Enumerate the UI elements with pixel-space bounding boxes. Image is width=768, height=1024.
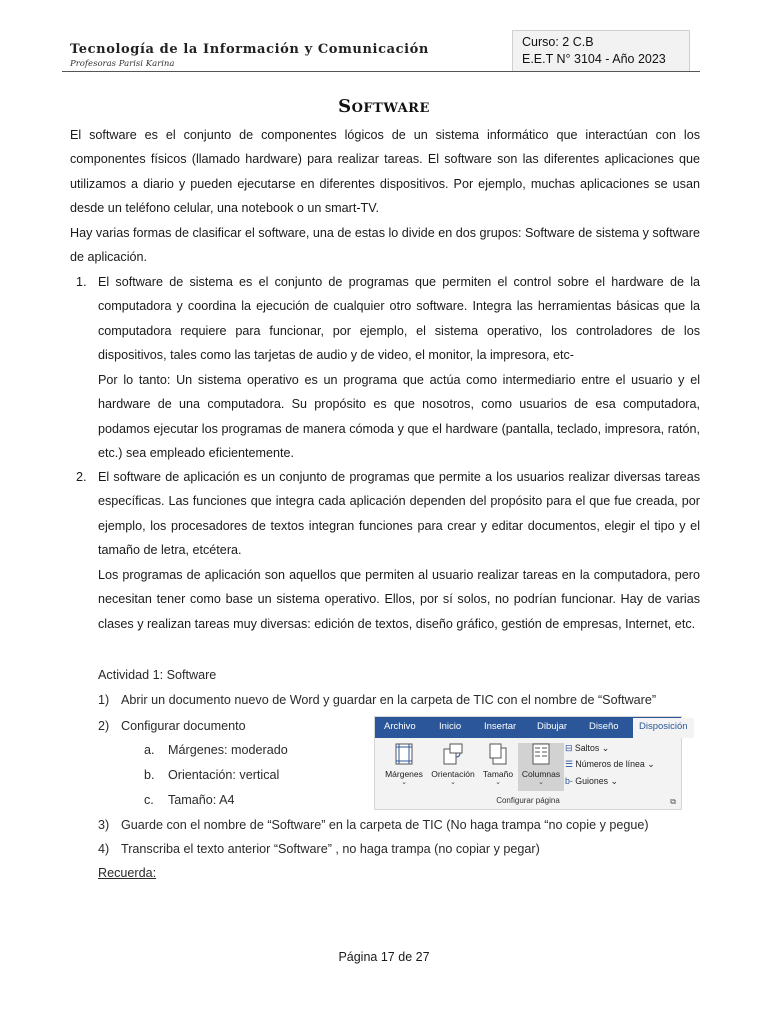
chevron-down-icon: ⌄ [450, 779, 456, 786]
breaks-icon: ⊟ [565, 743, 573, 753]
line-numbers-icon: ☰ [565, 759, 573, 769]
chevron-down-icon: ⌄ [495, 779, 501, 786]
activity-title: Actividad 1: Software [98, 668, 217, 682]
item-number-1: 1. [76, 275, 87, 289]
hyphenation-icon: b‑ [565, 776, 573, 786]
step-text: Guarde con el nombre de “Software” en la carpeta de TIC (No haga trampa “no copie y pegue) [121, 818, 649, 832]
tab-dibujar: Dibujar [537, 721, 568, 732]
tab-inicio: Inicio [439, 721, 462, 732]
tab-disposicion: Disposición [633, 718, 694, 738]
course-title: Tecnología de la Información y Comunicación [70, 42, 429, 57]
footer-page-number: 17 [380, 950, 395, 964]
word-ribbon-image [374, 716, 688, 810]
guiones-label: Guiones [575, 776, 609, 786]
recuerda-label: Recuerda: [98, 866, 157, 880]
orientacion-button [428, 743, 478, 791]
page-size-icon [487, 743, 509, 765]
numeros-linea-item [565, 759, 655, 770]
numeros-linea-label: Números de línea [575, 759, 645, 769]
chevron-down-icon: ⌄ [647, 759, 655, 769]
chevron-down-icon: ⌄ [401, 779, 407, 786]
group-label: Configurar página [496, 796, 560, 805]
ribbon-tab-bar [375, 717, 688, 738]
item-2-text-2: Los programas de aplicación son aquellos que permiten al usuario realizar tareas en la computadora, pero necesitan tener como base un sistema operativo. Ellos, por sí solos, no podrían funcionar. Hay de varias clases y realizan tareas muy diversas: edición de textos, diseño gráfico, gestión de empresas, Internet, etc. [98, 568, 700, 631]
step-number: 2) [98, 719, 110, 733]
margins-icon [393, 743, 415, 765]
page-title: Software [338, 96, 430, 117]
footer-page-label: Página [338, 950, 378, 964]
columnas-button [518, 743, 564, 791]
tamano-label: Tamaño [482, 769, 514, 779]
step-text: Abrir un documento nuevo de Word y guardar en la carpeta de TIC con el nombre de “Software” [121, 693, 657, 707]
margenes-label: Márgenes [385, 769, 423, 779]
orientation-icon [442, 743, 464, 765]
step-number: 3) [98, 818, 110, 832]
margenes-button [381, 743, 427, 791]
item-2-text: El software de aplicación es un conjunto de programas que permite a los usuarios realizar diversas tareas específicas. Las funciones que integra cada aplicación dependen del propósito para el que fue creada, por ejemplo, los procesadores de textos integran funciones para crear y editar documentos, elegir el tipo y el tamaño de letra, etcétera. [98, 470, 700, 558]
header-divider [62, 71, 700, 72]
substep-text: Márgenes: moderado [168, 743, 288, 757]
item-1-text: El software de sistema es el conjunto de programas que permiten el control sobre el hardware de la computadora y coordina la ejecución de cualquier otro software. Integra las herramientas básicas que la computadora requiere para funcionar, por ejemplo, el sistema operativo, los controladores de los dispositivos, tales como las tarjetas de audio y de video, el monitor, la impresora, etc- [98, 275, 700, 363]
course-info-box [512, 30, 690, 72]
tab-diseno: Diseño [589, 721, 619, 732]
item-1-text-2: Por lo tanto: Un sistema operativo es un programa que actúa como intermediario entre el usuario y el hardware de una computadora. Su propósito es que nosotros, como usuarios de esa computadora, podamos ejecutar los programas de manera cómoda y que el hardware (pantalla, teclado, impresora, ratón, etc.) sea empleado eficientemente. [98, 373, 700, 461]
tamano-button [479, 743, 517, 791]
step-text: Configurar documento [121, 719, 246, 733]
teacher-name: Profesoras Parisi Karina [70, 59, 175, 69]
intro-paragraph-1: El software es el conjunto de componentes lógicos de un sistema informático que interactúan con los componentes físicos (llamado hardware) para realizar tareas. El software son las diferentes aplicaciones que utilizamos a diario y pueden ejecutarse en diferentes dispositivos. Por ejemplo, muchas aplicaciones se usan desde un teléfono celular, una notebook o un smart-TV. [70, 128, 700, 216]
substep-letter: c. [144, 793, 154, 807]
footer-of-label: de [398, 950, 413, 964]
intro-paragraph-2: Hay varias formas de clasificar el software, una de estas lo divide en dos grupos: Software de sistema y software de aplicación. [70, 226, 700, 265]
saltos-item [565, 743, 609, 754]
chevron-down-icon: ⌄ [610, 776, 618, 786]
saltos-label: Saltos [574, 743, 600, 753]
item-number-2: 2. [76, 470, 87, 484]
page-footer [0, 950, 768, 964]
columns-icon [530, 743, 552, 765]
chevron-down-icon: ⌄ [538, 779, 544, 786]
tab-insertar: Insertar [484, 721, 517, 732]
step-number: 4) [98, 842, 110, 856]
school-label: E.E.T N° 3104 - Año 2023 [522, 52, 666, 66]
tab-archivo: Archivo [384, 721, 416, 732]
step-text: Transcriba el texto anterior “Software” , no haga trampa (no copiar y pegar) [121, 842, 540, 856]
step-number: 1) [98, 693, 110, 707]
course-label: Curso: 2 C.B [522, 35, 594, 49]
substep-letter: b. [144, 768, 155, 782]
orientacion-label: Orientación [431, 769, 475, 779]
substep-text: Orientación: vertical [168, 768, 280, 782]
footer-total-pages: 27 [415, 950, 430, 964]
guiones-item [565, 776, 618, 787]
substep-letter: a. [144, 743, 155, 757]
dialog-launcher-icon: ⧉ [670, 797, 676, 806]
chevron-down-icon: ⌄ [601, 743, 610, 753]
columnas-label: Columnas [521, 769, 561, 779]
substep-text: Tamaño: A4 [168, 793, 235, 807]
